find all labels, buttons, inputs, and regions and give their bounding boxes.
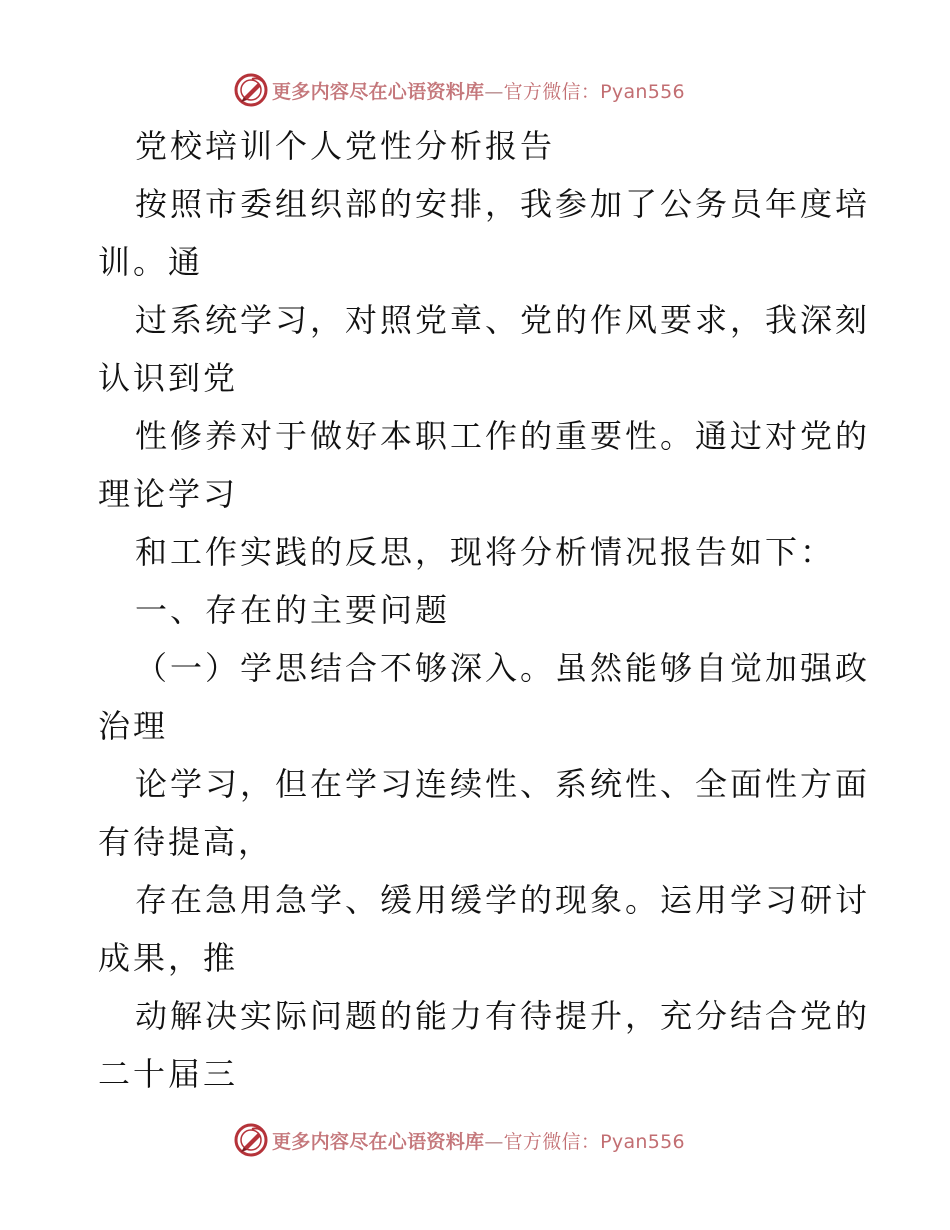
watermark-label: 官方微信： xyxy=(503,80,601,103)
section-heading: 一、存在的主要问题 xyxy=(135,591,451,629)
watermark-text xyxy=(272,1127,685,1154)
watermark-main: 更多内容尽在心语资料库 xyxy=(272,1130,485,1153)
paragraph-line: 存在急用急学、缓用缓学的现象。运用学习研讨 xyxy=(135,881,871,919)
watermark-text xyxy=(272,77,685,104)
footer-watermark xyxy=(232,1120,712,1160)
paragraph-line: 有待提高， xyxy=(98,823,274,861)
paragraph-line: 论学习，但在学习连续性、系统性、全面性方面 xyxy=(135,765,871,803)
watermark-account: Pyan556 xyxy=(600,1130,685,1153)
document-title: 党校培训个人党性分析报告 xyxy=(135,127,556,165)
paragraph-line: 二十届三 xyxy=(98,1055,239,1093)
paragraph-line: 按照市委组织部的安排，我参加了公务员年度培 xyxy=(135,185,871,223)
watermark-main: 更多内容尽在心语资料库 xyxy=(272,80,485,103)
paragraph-line: 过系统学习，对照党章、党的作风要求，我深刻 xyxy=(135,301,871,339)
pen-circle-logo-icon xyxy=(232,71,270,109)
watermark-label: 官方微信： xyxy=(503,1130,601,1153)
paragraph-line: （一）学思结合不够深入。虽然能够自觉加强政 xyxy=(135,649,871,687)
watermark-account: Pyan556 xyxy=(600,80,685,103)
watermark-dash: — xyxy=(484,1130,504,1153)
paragraph-line: 治理 xyxy=(98,707,169,745)
header-watermark xyxy=(232,70,712,110)
paragraph-line: 动解决实际问题的能力有待提升，充分结合党的 xyxy=(135,997,871,1035)
paragraph-line: 性修养对于做好本职工作的重要性。通过对党的 xyxy=(135,417,871,455)
paragraph-line: 和工作实践的反思，现将分析情况报告如下： xyxy=(135,533,836,571)
paragraph-line: 成果，推 xyxy=(98,939,239,977)
paragraph-line: 认识到党 xyxy=(98,359,239,397)
paragraph-line: 训。通 xyxy=(98,243,204,281)
watermark-dash: — xyxy=(484,80,504,103)
paragraph-line: 理论学习 xyxy=(98,475,239,513)
pen-circle-logo-icon xyxy=(232,1121,270,1159)
